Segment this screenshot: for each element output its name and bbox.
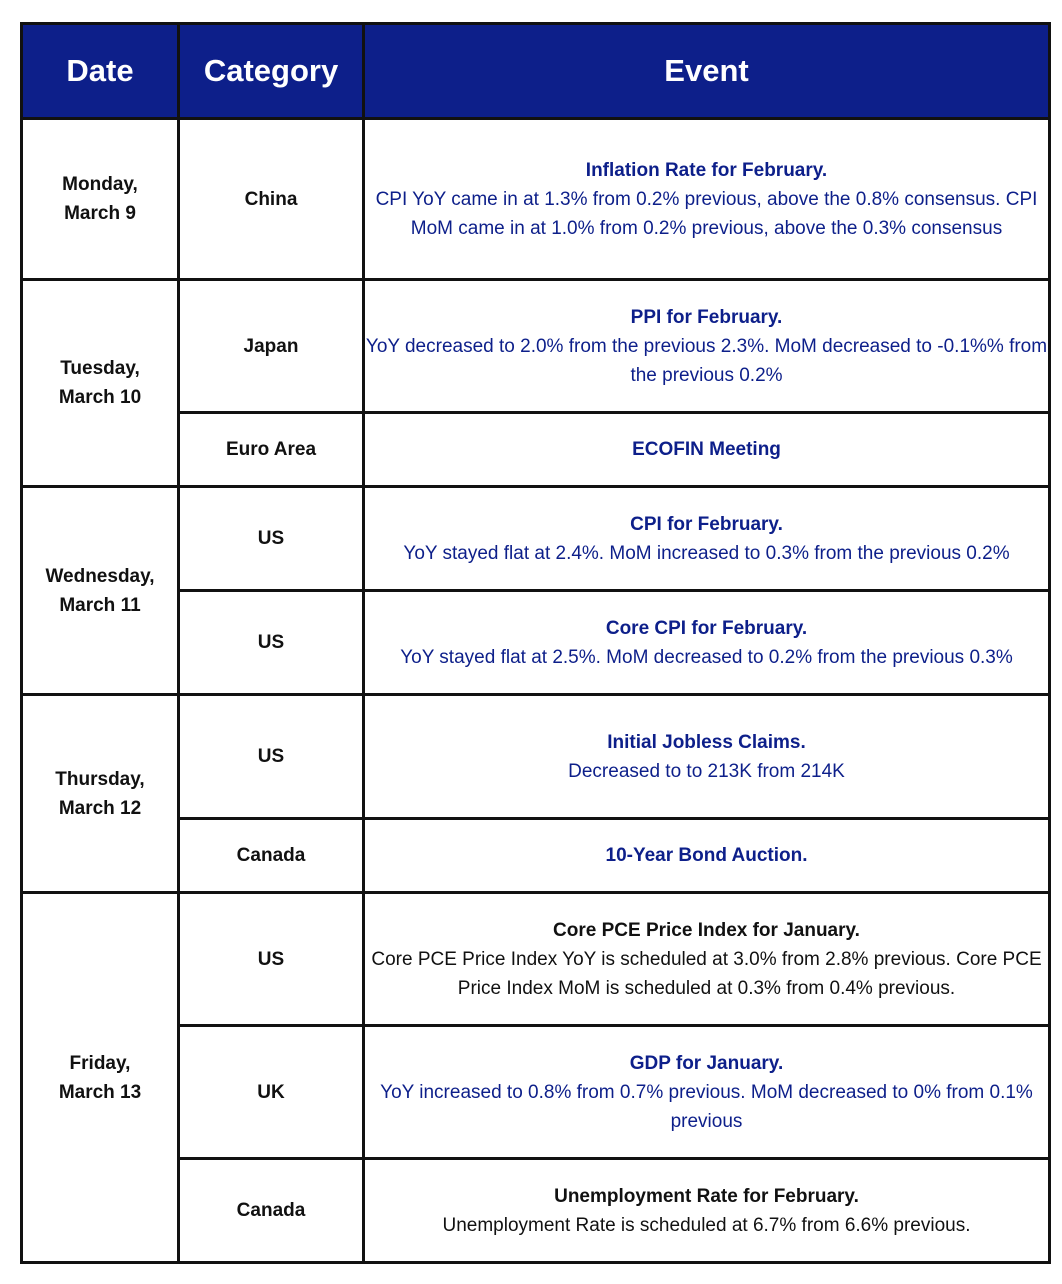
event-cell — [364, 591, 1050, 695]
day-date: March 9 — [64, 203, 136, 224]
category-cell: US — [179, 893, 364, 1026]
event-title: CPI for February. — [630, 513, 783, 535]
day-name: Wednesday, — [45, 565, 155, 587]
table-row — [22, 119, 1050, 280]
day-date: March 11 — [59, 594, 141, 616]
day-date: March 12 — [58, 797, 142, 819]
event-cell — [364, 695, 1050, 819]
event-title: ECOFIN Meeting — [632, 439, 781, 460]
day-name: Monday, — [62, 174, 138, 195]
event-title: Unemployment Rate for February. — [554, 1185, 859, 1207]
category-cell: US — [179, 591, 364, 695]
economic-calendar-table — [20, 22, 1051, 1264]
event-description: Decreased to to 213K from 214K — [568, 760, 845, 782]
table-row — [22, 893, 1050, 1026]
category-cell: UK — [179, 1026, 364, 1159]
day-name: Tuesday, — [60, 358, 140, 379]
event-description: YoY stayed flat at 2.4%. MoM increased to 0.3% from the previous 0.2% — [403, 542, 1010, 564]
category-cell: US — [179, 695, 364, 819]
category-column-header: Category — [179, 24, 364, 119]
category-cell: Canada — [179, 819, 364, 893]
event-description: YoY stayed flat at 2.5%. MoM decreased to 0.2% from the previous 0.3% — [400, 646, 1013, 668]
table-row — [22, 487, 1050, 591]
event-title: PPI for February. — [630, 306, 783, 328]
event-title: GDP for January. — [629, 1052, 784, 1074]
event-column-header: Event — [364, 24, 1050, 119]
category-cell: Canada — [179, 1159, 364, 1263]
table-row — [22, 695, 1050, 819]
day-name: Thursday, — [55, 768, 145, 790]
event-cell — [364, 819, 1050, 893]
event-cell — [364, 893, 1050, 1026]
event-title: 10-Year Bond Auction. — [605, 845, 808, 866]
date-cell — [22, 119, 179, 280]
event-description: YoY increased to 0.8% from 0.7% previous. MoM decreased to 0% from 0.1% previous — [380, 1081, 1033, 1132]
header-row — [22, 24, 1050, 119]
date-cell — [22, 280, 179, 487]
category-cell: Japan — [179, 280, 364, 413]
category-cell: US — [179, 487, 364, 591]
event-description: CPI YoY came in at 1.3% from 0.2% previous, above the 0.8% consensus. CPI MoM came in at 1.0% from 0.2% previous, above the 0.3% consensus — [375, 188, 1038, 239]
day-date: March 13 — [58, 1081, 142, 1103]
date-column-header: Date — [22, 24, 179, 119]
table-row — [22, 280, 1050, 413]
event-description: Core PCE Price Index YoY is scheduled at 3.0% from 2.8% previous. Core PCE Price Index MoM is scheduled at 0.3% from 0.4% previous. — [371, 948, 1042, 999]
event-title: Core CPI for February. — [605, 617, 808, 639]
event-cell — [364, 1026, 1050, 1159]
event-title: Inflation Rate for February. — [585, 159, 828, 181]
event-description: Unemployment Rate is scheduled at 6.7% from 6.6% previous. — [442, 1214, 971, 1236]
event-cell — [364, 119, 1050, 280]
date-cell — [22, 893, 179, 1263]
event-title: Core PCE Price Index for January. — [553, 919, 860, 941]
category-cell: China — [179, 119, 364, 280]
event-title: Initial Jobless Claims. — [607, 731, 806, 753]
event-cell — [364, 413, 1050, 487]
event-cell — [364, 280, 1050, 413]
day-name: Friday, — [69, 1052, 131, 1074]
event-description: YoY decreased to 2.0% from the previous 2.3%. MoM decreased to -0.1%% from the previous 0.2% — [365, 335, 1048, 386]
event-cell — [364, 487, 1050, 591]
date-cell — [22, 487, 179, 695]
date-cell — [22, 695, 179, 893]
category-cell: Euro Area — [179, 413, 364, 487]
day-date: March 10 — [58, 387, 142, 408]
event-cell — [364, 1159, 1050, 1263]
